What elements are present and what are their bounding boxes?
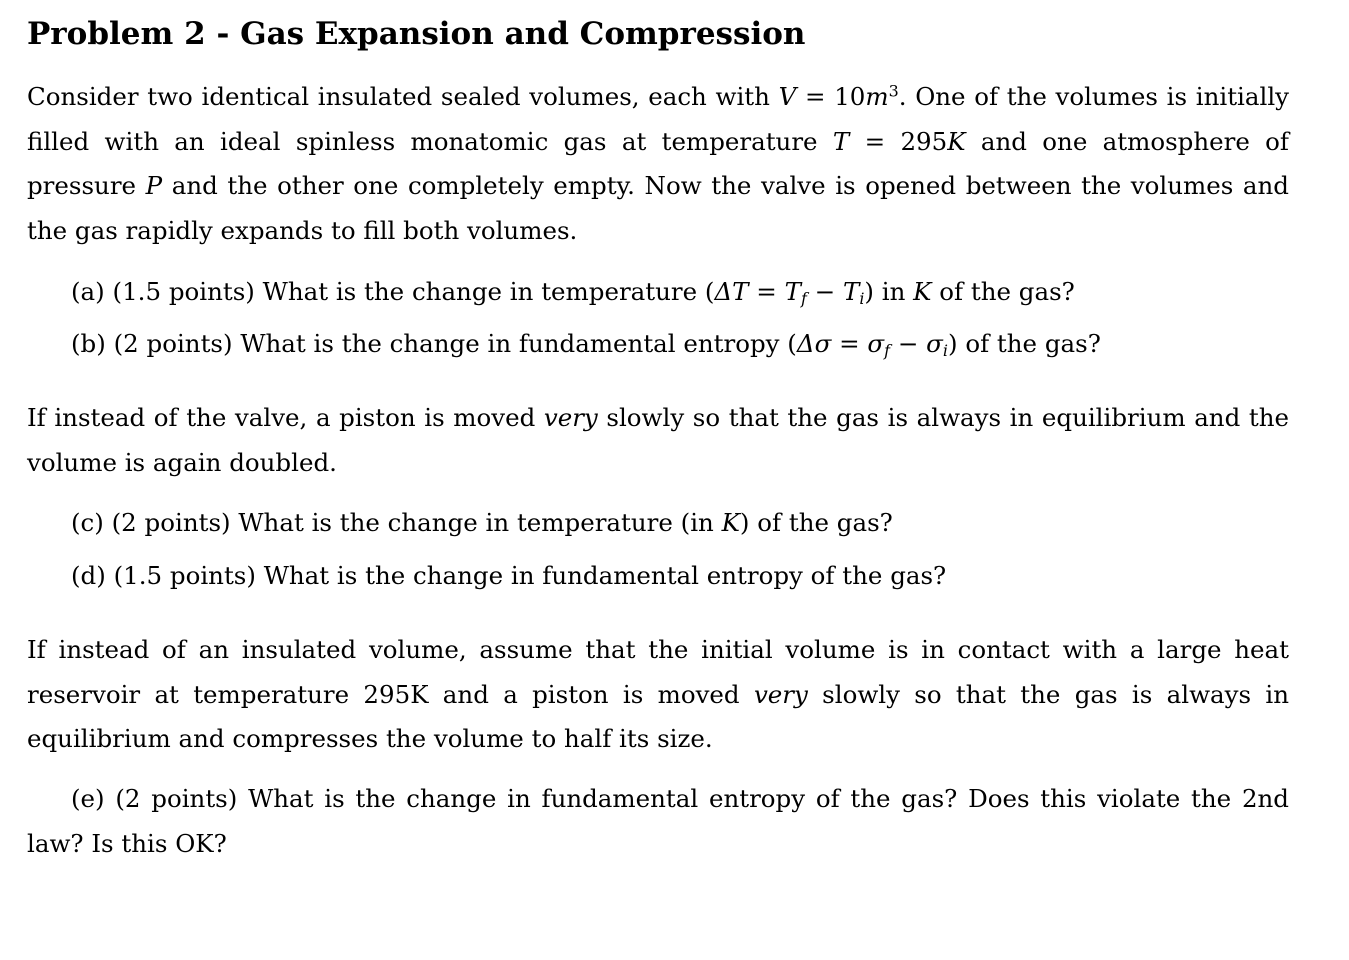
question-c [71,501,893,545]
intro-text-1: Consider two identical insulated sealed volumes, each with [27,82,779,111]
question-a-text-3: of the gas? [931,277,1075,306]
math-unit-k: K [947,126,966,156]
math-exponent: 3 [888,81,899,101]
intro-paragraph [27,75,1289,254]
question-b-text-2: ) of the gas? [947,329,1101,358]
math-equals: = [796,82,835,111]
math-delta-sigma: Δσ [796,329,832,358]
question-b [71,322,1101,366]
math-unit-k: K [721,508,740,537]
math-volume-value: 10 [834,82,866,111]
math-t-final: T [784,277,801,306]
math-unit-k: K [913,277,932,306]
question-c-text: (c) (2 points) What is the change in temperature (in [71,508,722,537]
question-e: (e) (2 points) What is the change in fundamental entropy of the gas? Does this violate the 2nd law? Is this OK? [27,784,1289,858]
question-a-text-2: ) in [864,277,914,306]
reservoir-text-2: slowly so that the gas is always in equilibrium and compresses the volume to half its size. [27,679,1289,754]
math-pressure-symbol: P [145,171,163,201]
piston-text-2: slowly so that the gas is always in equilibrium and the volume is again doubled. [27,403,1289,477]
intro-text-3: and one atmosphere of pressure [27,126,1289,201]
piston-paragraph [27,396,1289,485]
math-equals: = [849,126,901,156]
math-delta-t: ΔT [714,277,749,306]
math-temperature-symbol: T [832,126,850,156]
math-sub-i: i [859,288,865,308]
math-temperature-value: 295 [900,126,948,156]
math-equals: = [748,277,785,306]
math-sub-f: f [884,340,891,360]
emphasis-very: very [543,403,598,432]
question-d: (d) (1.5 points) What is the change in fundamental entropy of the gas? [71,561,947,590]
math-minus: − [890,329,927,358]
math-sub-i: i [942,340,948,360]
math-t-initial: T [842,277,860,306]
math-sigma-final: σ [867,329,885,358]
question-a-text: (a) (1.5 points) What is the change in temperature ( [71,277,715,306]
question-b-text: (b) (2 points) What is the change in fundamental entropy ( [71,329,797,358]
question-c-text-2: ) of the gas? [739,508,893,537]
math-equals: = [831,329,868,358]
reservoir-text-1: If instead of an insulated volume, assume that the initial volume is in contact with a large heat reservoir at temperature 295K and a piston is moved [27,635,1289,709]
intro-text-2: . One of the volumes is initially filled with an ideal spinless monatomic gas at temperature [27,82,1290,156]
question-a [71,270,1075,314]
reservoir-paragraph [27,628,1289,762]
math-sub-f: f [800,288,807,308]
emphasis-very: very [753,679,808,709]
intro-text-4: and the other one completely empty. Now the valve is opened between the volumes and the gas rapidly expands to fill both volumes. [27,171,1289,246]
math-sigma-initial: σ [926,329,943,358]
problem-title: Problem 2 - Gas Expansion and Compression [27,16,806,52]
math-unit-m: m [865,82,889,111]
piston-text-1: If instead of the valve, a piston is moved [27,403,544,432]
math-minus: − [806,277,843,306]
math-volume-symbol: V [778,82,797,111]
